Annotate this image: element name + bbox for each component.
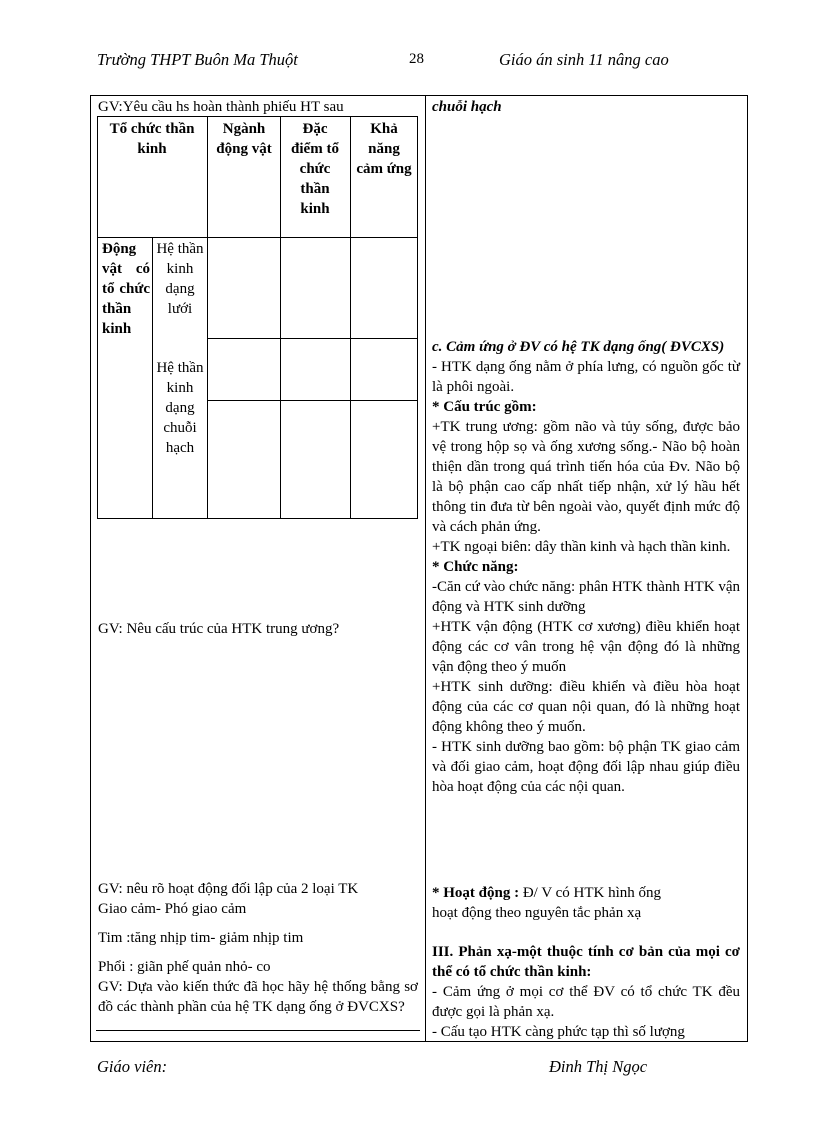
activity-text-1: Đ/ V có HTK hình ống	[522, 885, 662, 901]
footer-teacher-name: Đinh Thị Ngọc	[549, 1057, 648, 1076]
page-number: 28	[409, 51, 424, 67]
question-central-ns: GV: Nêu cấu trúc của HTK trung ương?	[98, 621, 340, 637]
heart-effect: Tim :tăng nhịp tim- giảm nhịp tim	[98, 930, 304, 946]
question-opposite-2: Giao cảm- Phó giao cảm	[98, 901, 247, 917]
lung-effect: Phổi : giãn phế quản nhỏ- co	[98, 959, 271, 975]
section-3	[432, 942, 740, 1042]
activity-block	[432, 883, 742, 923]
th-nervous-organization: Tổ chức thần kinh	[109, 121, 195, 157]
section-3-p1: - Cảm ứng ở mọi cơ thể ĐV có tổ chức TK đều được gọi là phản xạ.	[432, 984, 740, 1020]
section-c-intro: - HTK dạng ống nằm ở phía lưng, có nguồn gốc từ là phôi ngoài.	[432, 359, 740, 395]
row-label-ganglion-chain: Hệ thần kinh dạng chuỗi hạch	[156, 360, 204, 456]
header-school: Trường THPT Buôn Ma Thuột	[97, 50, 298, 69]
th-sensing-ability: Khả năng cảm ứng	[356, 121, 412, 177]
activity-text-2: hoạt động theo nguyên tắc phản xạ	[432, 905, 642, 921]
activity-label: * Hoạt động :	[432, 885, 520, 901]
th-nervous-features: Đặc điểm tổ chức thần kinh	[291, 121, 339, 217]
function-3: +HTK sinh dưỡng: điều khiển và điều hòa hoạt động của các cơ quan nội quan, đó là những hoạt động không theo ý muốn.	[432, 679, 740, 735]
header-subject: Giáo án sinh 11 nâng cao	[499, 50, 669, 69]
function-1: -Căn cứ vào chức năng: phân HTK thành HTK vận động và HTK sinh dưỡng	[432, 579, 740, 615]
section-c	[432, 337, 740, 797]
gv-request: GV:Yêu cầu hs hoàn thành phiếu HT sau	[98, 99, 344, 115]
row-label-net: Hệ thần kinh dạng lưới	[156, 241, 204, 317]
section-c-title: c. Cảm ứng ở ĐV có hệ TK dạng ống( ĐVCXS)	[432, 339, 725, 355]
question-opposite-1: GV: nêu rõ hoạt động đối lập của 2 loại TK	[98, 881, 359, 897]
section-3-title: III. Phản xạ-một thuộc tính cơ bản của mọi cơ thể có tổ chức thần kinh:	[432, 944, 740, 980]
function-2: +HTK vận động (HTK cơ xương) điều khiển hoạt động các cơ vân trong hệ vận động đó là những vận động theo ý muốn	[432, 619, 740, 675]
function-4: - HTK sinh dưỡng bao gồm: bộ phận TK giao cảm và đối giao cảm, hoạt động đối lập nhau giúp điều hòa hoạt động của các nội quan.	[432, 739, 740, 795]
group-label: Động vật có tổ chức thần kinh	[102, 241, 150, 337]
section-3-p2: - Cấu tạo HTK càng phức tạp thì số lượng	[432, 1024, 685, 1040]
question-diagram: GV: Dựa vào kiến thức đã học hãy hệ thống bằng sơ đồ các thành phần của hệ TK dạng ống ở ĐVCXS?	[98, 979, 418, 1015]
footer-teacher-label: Giáo viên:	[97, 1057, 168, 1076]
structure-central: +TK trung ương: gồm não và tủy sống, được bảo vệ trong hộp sọ và ống xương sống.- Não bộ hoàn thiện dần trong quá trình tiến hóa của Đv. Não bộ là bộ phận cao cấp nhất tiếp nhận, xử lý hầu hết thông tin đưa từ bên ngoài vào, quyết định mức độ và cách phản ứng.	[432, 419, 740, 535]
top-label-ganglion: chuỗi hạch	[432, 99, 502, 115]
function-title: * Chức năng:	[432, 559, 519, 575]
structure-title: * Cấu trúc gồm:	[432, 399, 537, 415]
structure-peripheral: +TK ngoại biên: dây thần kinh và hạch thần kinh.	[432, 539, 731, 555]
th-animal-phylum: Ngành động vật	[216, 121, 272, 157]
